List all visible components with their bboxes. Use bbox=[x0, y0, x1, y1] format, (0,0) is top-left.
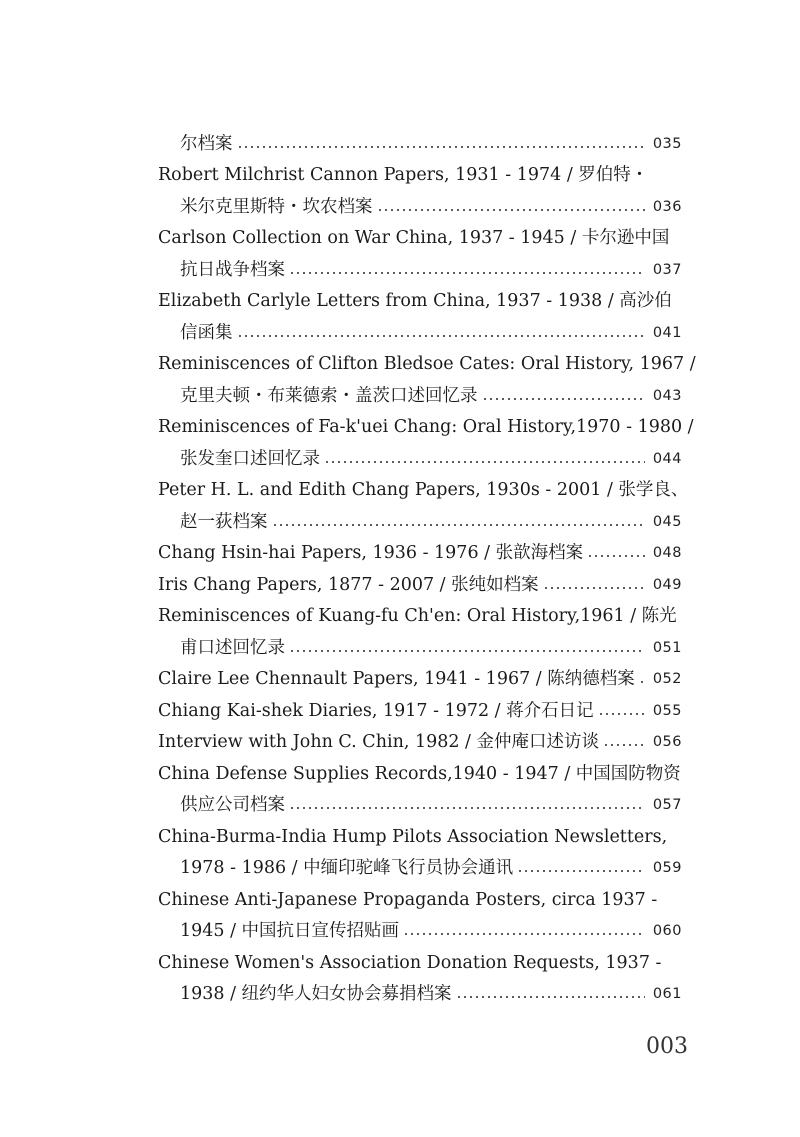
entry-title: Chang Hsin-hai Papers, 1936 - 1976 / 张歆海档案 bbox=[158, 543, 584, 563]
page-number: 003 bbox=[646, 1034, 688, 1059]
entry-title: China Defense Supplies Records,1940 - 1947 / 中国国防物资 bbox=[158, 764, 681, 784]
entry-title: 张发奎口述回忆录 bbox=[180, 449, 320, 469]
toc-entry[interactable] bbox=[180, 632, 682, 664]
entry-page-number: 036 bbox=[652, 199, 682, 215]
entry-title: 信函集 bbox=[180, 323, 233, 343]
entry-title: Carlson Collection on War China, 1937 - 1945 / 卡尔逊中国 bbox=[158, 228, 670, 248]
toc-entry[interactable] bbox=[158, 285, 682, 317]
dot-leader bbox=[639, 681, 645, 683]
dot-leader bbox=[603, 744, 645, 746]
entry-title: Reminiscences of Clifton Bledsoe Cates: Oral History, 1967 / bbox=[158, 354, 696, 374]
toc-entry[interactable] bbox=[158, 348, 696, 380]
entry-page-number: 045 bbox=[652, 514, 682, 530]
entry-title: Elizabeth Carlyle Letters from China, 1937 - 1938 / 高沙伯 bbox=[158, 291, 672, 311]
entry-page-number: 035 bbox=[652, 136, 682, 152]
entry-page-number: 048 bbox=[652, 545, 682, 561]
toc-entry[interactable] bbox=[158, 695, 682, 727]
entry-title: Peter H. L. and Edith Chang Papers, 1930s - 2001 / 张学良、 bbox=[158, 480, 689, 500]
toc-entry[interactable] bbox=[180, 254, 682, 286]
dot-leader bbox=[482, 398, 645, 400]
toc-entry[interactable] bbox=[158, 537, 682, 569]
toc-entry[interactable] bbox=[180, 852, 682, 884]
toc-entry[interactable] bbox=[158, 411, 694, 443]
entry-title: 供应公司档案 bbox=[180, 795, 285, 815]
entry-page-number: 060 bbox=[652, 923, 682, 939]
toc-entry[interactable] bbox=[158, 884, 682, 916]
toc-entry[interactable] bbox=[158, 159, 682, 191]
entry-title: 1978 - 1986 / 中缅印驼峰飞行员协会通讯 bbox=[180, 858, 514, 878]
entry-title: China-Burma-India Hump Pilots Association Newsletters, bbox=[158, 827, 668, 847]
dot-leader bbox=[324, 461, 645, 463]
entry-title: 1938 / 纽约华人妇女协会募捐档案 bbox=[180, 984, 452, 1004]
toc-entry[interactable] bbox=[180, 443, 682, 475]
entry-title: Claire Lee Chennault Papers, 1941 - 1967 / 陈纳德档案 bbox=[158, 669, 635, 689]
entry-title: Chiang Kai-shek Diaries, 1917 - 1972 / 蒋介石日记 bbox=[158, 701, 594, 721]
entry-title: 1945 / 中国抗日宣传招贴画 bbox=[180, 921, 400, 941]
entry-title: 克里夫顿・布莱德索・盖茨口述回忆录 bbox=[180, 386, 478, 406]
dot-leader bbox=[517, 870, 645, 872]
dot-leader bbox=[237, 335, 645, 337]
toc-entry[interactable] bbox=[180, 128, 682, 160]
toc-entry[interactable] bbox=[158, 600, 682, 632]
dot-leader bbox=[289, 807, 645, 809]
dot-leader bbox=[587, 555, 645, 557]
entry-page-number: 056 bbox=[652, 734, 682, 750]
entry-title: 甫口述回忆录 bbox=[180, 638, 285, 658]
entry-title: Chinese Anti-Japanese Propaganda Posters, circa 1937 - bbox=[158, 890, 658, 910]
entry-title: Robert Milchrist Cannon Papers, 1931 - 1974 / 罗伯特・ bbox=[158, 165, 649, 185]
entry-page-number: 057 bbox=[652, 797, 682, 813]
entry-page-number: 055 bbox=[652, 703, 682, 719]
dot-leader bbox=[289, 272, 645, 274]
dot-leader bbox=[456, 996, 645, 998]
entry-title: 抗日战争档案 bbox=[180, 260, 285, 280]
toc-entry[interactable] bbox=[180, 506, 682, 538]
toc-entry[interactable] bbox=[180, 978, 682, 1010]
toc-entry[interactable] bbox=[158, 474, 689, 506]
entry-title: 赵一荻档案 bbox=[180, 512, 268, 532]
toc-entry[interactable] bbox=[180, 380, 682, 412]
entry-page-number: 041 bbox=[652, 325, 682, 341]
entry-page-number: 051 bbox=[652, 640, 682, 656]
toc-entry[interactable] bbox=[158, 222, 682, 254]
toc-entry[interactable] bbox=[180, 191, 682, 223]
toc-entry[interactable] bbox=[158, 569, 682, 601]
dot-leader bbox=[237, 146, 645, 148]
entry-page-number: 061 bbox=[652, 986, 682, 1002]
entry-title: Iris Chang Papers, 1877 - 2007 / 张纯如档案 bbox=[158, 575, 539, 595]
dot-leader bbox=[543, 587, 645, 589]
toc-entry[interactable] bbox=[158, 663, 682, 695]
toc-entry[interactable] bbox=[158, 947, 682, 979]
entry-title: Chinese Women's Association Donation Requests, 1937 - bbox=[158, 953, 662, 973]
entry-page-number: 043 bbox=[652, 388, 682, 404]
toc-entry[interactable] bbox=[158, 821, 682, 853]
entry-page-number: 059 bbox=[652, 860, 682, 876]
dot-leader bbox=[289, 650, 645, 652]
toc-entry[interactable] bbox=[180, 915, 682, 947]
toc-entry[interactable] bbox=[158, 758, 682, 790]
entry-page-number: 037 bbox=[652, 262, 682, 278]
dot-leader bbox=[598, 713, 645, 715]
entry-page-number: 049 bbox=[652, 577, 682, 593]
dot-leader bbox=[377, 209, 645, 211]
entry-title: Reminiscences of Fa-k'uei Chang: Oral History,1970 - 1980 / bbox=[158, 417, 694, 437]
dot-leader bbox=[403, 933, 645, 935]
dot-leader bbox=[272, 524, 645, 526]
entry-page-number: 044 bbox=[652, 451, 682, 467]
toc-entry[interactable] bbox=[158, 726, 682, 758]
entry-title: 米尔克里斯特・坎农档案 bbox=[180, 197, 373, 217]
toc-entry[interactable] bbox=[180, 789, 682, 821]
entry-title: 尔档案 bbox=[180, 134, 233, 154]
entry-page-number: 052 bbox=[652, 671, 682, 687]
toc-entry[interactable] bbox=[180, 317, 682, 349]
entry-title: Reminiscences of Kuang-fu Ch'en: Oral History,1961 / 陈光 bbox=[158, 606, 677, 626]
entry-title: Interview with John C. Chin, 1982 / 金仲庵口述访谈 bbox=[158, 732, 600, 752]
